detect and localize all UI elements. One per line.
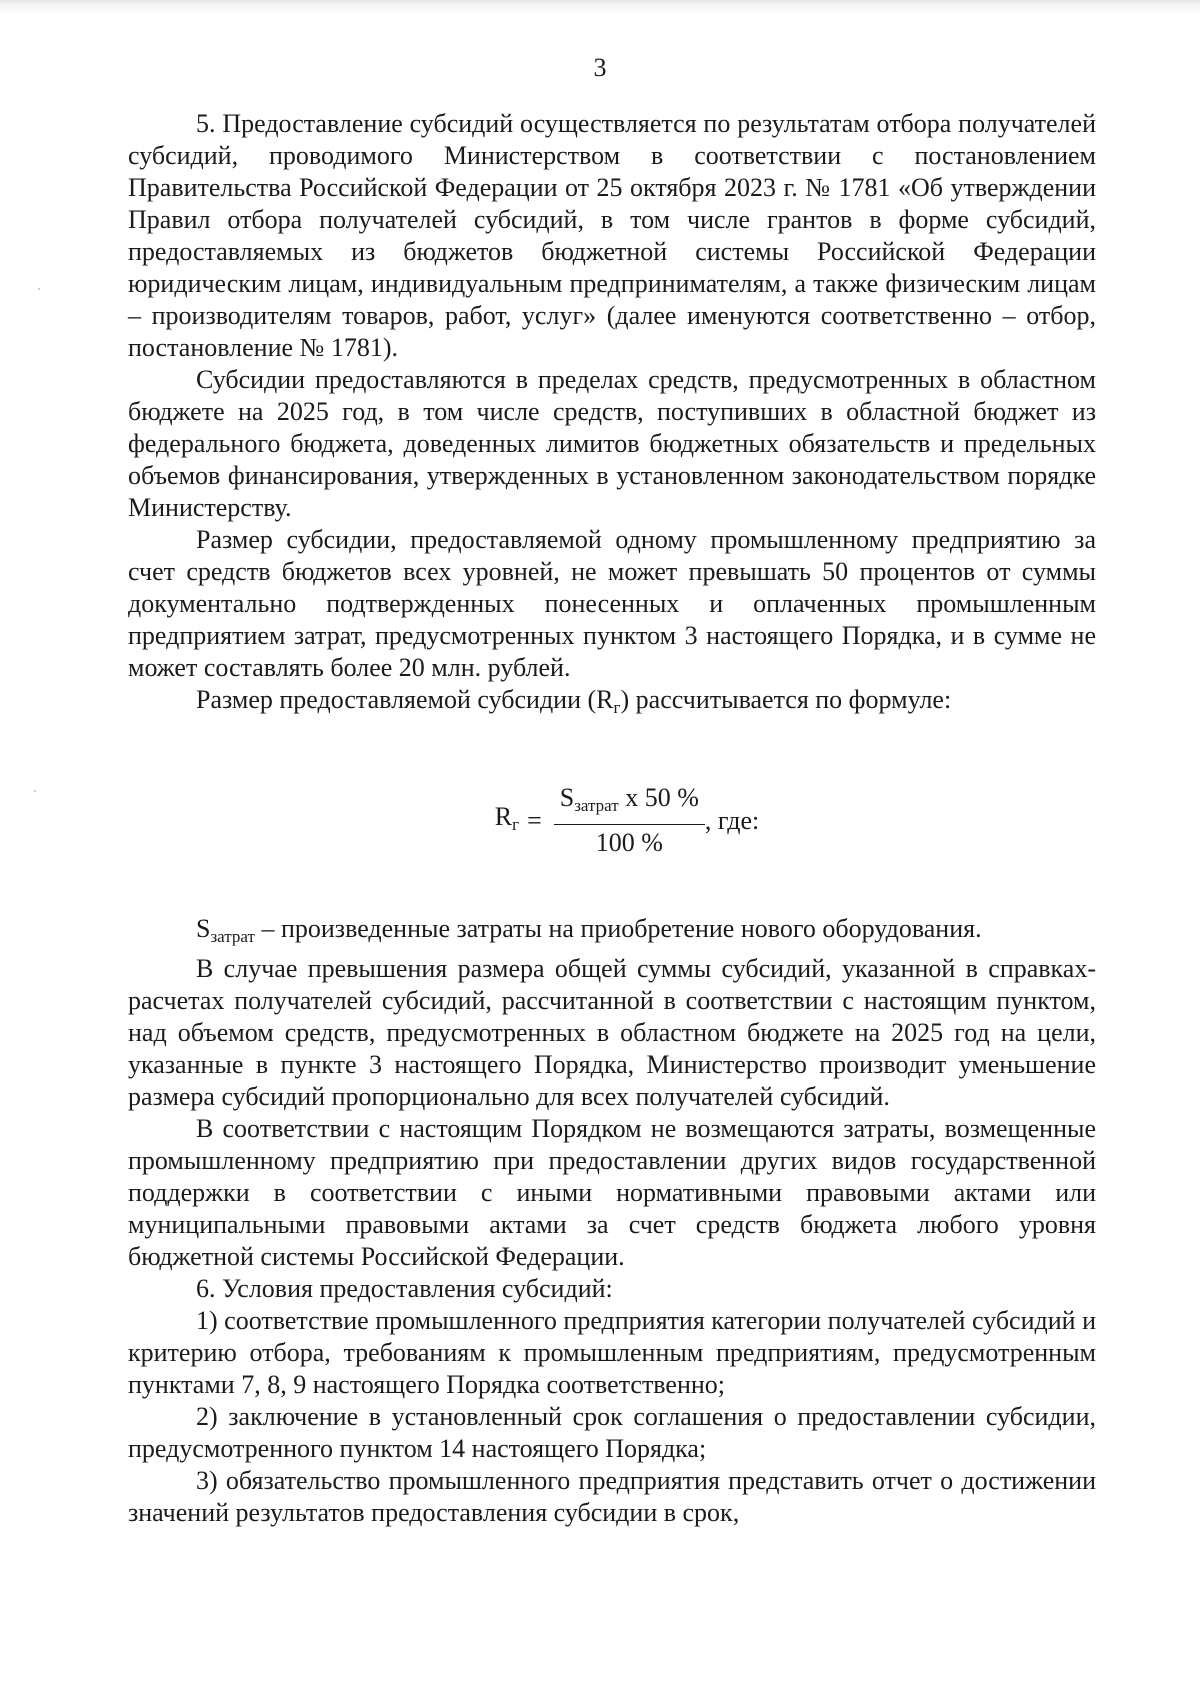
subsidy-formula bbox=[128, 782, 1096, 859]
list-item-condition-3: 3) обязательство промышленного предприятия представить отчет о достижении значений результатов предоставления субсидии в срок, bbox=[128, 1466, 1096, 1527]
document-body bbox=[128, 108, 1096, 1529]
paragraph-subsidy-size: Размер субсидии, предоставляемой одному промышленному предприятию за счет средств бюджетов всех уровней, не может превышать 50 процентов от суммы документально подтвержденных понесенных и оплаченных промышленным предприятием затрат, предусмотренных пунктом 3 настоящего Порядка, и в сумме не может составлять более 20 млн. рублей. bbox=[128, 525, 1096, 682]
numerator-base: S bbox=[559, 783, 575, 812]
formula-intro-after: ) рассчитывается по формуле: bbox=[620, 685, 952, 714]
formula-numerator bbox=[554, 782, 705, 825]
formula-tail: , где: bbox=[704, 805, 760, 835]
paragraph-formula-intro bbox=[128, 684, 1096, 724]
list-item-condition-2: 2) заключение в установленный срок соглашения о предоставлении субсидии, предусмотренного пунктом 14 настоящего Порядка; bbox=[128, 1402, 1096, 1463]
formula-fraction bbox=[554, 782, 705, 859]
scan-speck bbox=[38, 288, 40, 290]
formula-intro-before: Размер предоставляемой субсидии (R bbox=[196, 685, 614, 714]
formula-equals-sign: = bbox=[527, 805, 542, 835]
scan-top-edge bbox=[0, 0, 1200, 14]
formula-lhs bbox=[495, 801, 519, 841]
paragraph-clause-6-heading: 6. Условия предоставления субсидий: bbox=[196, 1274, 613, 1303]
formula-denominator: 100 % bbox=[595, 828, 663, 857]
list-item-condition-1: 1) соответствие промышленного предприятия категории получателей субсидий и критерию отбора, требованиям к промышленным предприятиям, предусмотренным пунктами 7, 8, 9 настоящего Порядка соответственно; bbox=[128, 1306, 1096, 1399]
definition-base: S bbox=[196, 914, 211, 943]
paragraph-proportional-reduction: В случае превышения размера общей суммы субсидий, указанной в справках-расчетах получателей субсидий, рассчитанной в соответствии с настоящим пунктом, над объемом средств, предусмотренных в областном бюджете на 2025 год на цели, указанные в пункте 3 настоящего Порядка, Министерство производит уменьшение размера субсидий пропорционально для всех получателей субсидий. bbox=[128, 954, 1096, 1111]
numerator-sub: затрат bbox=[574, 796, 619, 815]
definition-text: – произведенные затраты на приобретение нового оборудования. bbox=[254, 914, 982, 943]
paragraph-clause-5: 5. Предоставление субсидий осуществляется по результатам отбора получателей субсидий, проводимого Министерством в соответствии с постановлением Правительства Российской Федерации от 25 октября 2023 г. № 1781 «Об утверждении Правил отбора получателей субсидий, в том числе грантов в форме субсидий, предоставляемых из бюджетов бюджетной системы Российской Федерации юридическим лицам, индивидуальным предпринимателям, а также физическим лицам – производителям товаров, работ, услуг» (далее именуются соответственно – отбор, постановление № 1781). bbox=[128, 109, 1096, 362]
numerator-rest: х 50 % bbox=[618, 783, 699, 812]
paragraph-formula-definition bbox=[128, 913, 1096, 953]
definition-sub: затрат bbox=[210, 927, 255, 946]
paragraph-no-reimbursement: В соответствии с настоящим Порядком не возмещаются затраты, возмещенные промышленному предприятию при предоставлении других видов государственной поддержки в соответствии с иными нормативными правовыми актами или муниципальными правовыми актами за счет средств бюджета любого уровня бюджетной системы Российской Федерации. bbox=[128, 1114, 1096, 1271]
page-number: 3 bbox=[593, 53, 607, 82]
paragraph-subsidy-limits: Субсидии предоставляются в пределах средств, предусмотренных в областном бюджете на 2025 год, в том числе средств, поступивших в областной бюджет из федерального бюджета, доведенных лимитов бюджетных обязательств и предельных объемов финансирования, утвержденных в установленном законодательством порядке Министерству. bbox=[128, 365, 1096, 522]
formula-intro-sub: г bbox=[613, 698, 621, 717]
scan-speck bbox=[34, 790, 36, 792]
formula-lhs-sub: г bbox=[512, 814, 520, 834]
formula-lhs-base: R bbox=[494, 801, 513, 831]
